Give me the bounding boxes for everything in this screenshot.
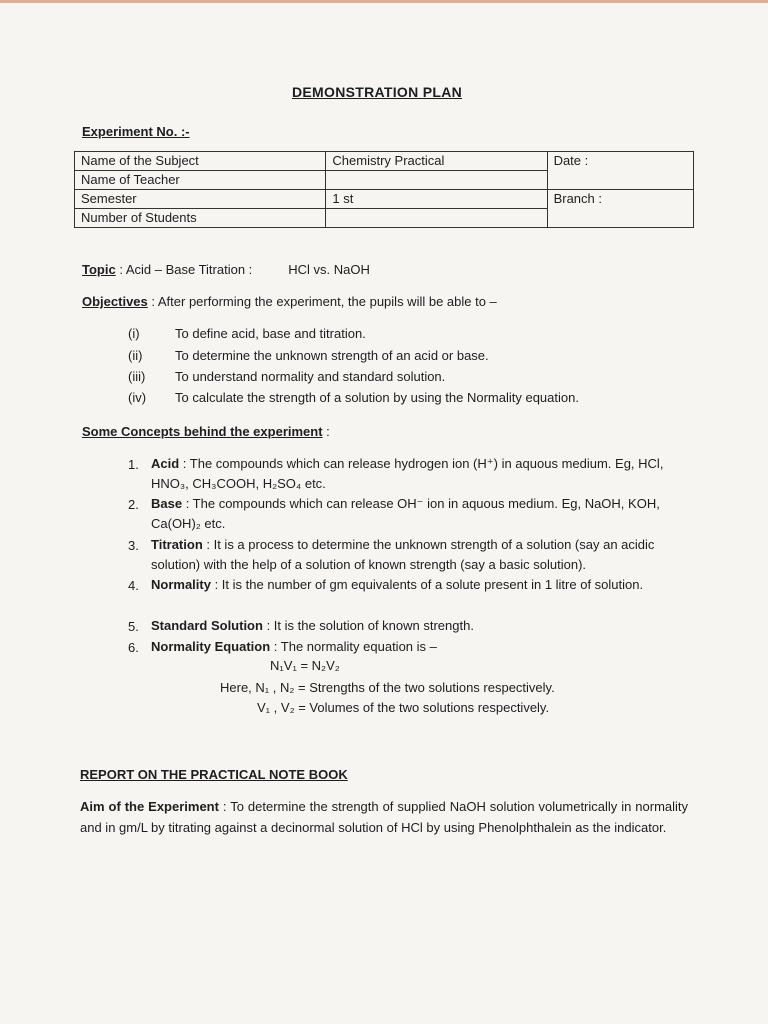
objective-item: To understand normality and standard solution. [175,369,446,384]
normality-equation: N₁V₁ = N₂V₂ [270,658,340,673]
students-label: Number of Students [75,209,326,228]
concept-item-standard-solution [151,616,671,636]
objective-item: To define acid, base and titration. [175,326,366,341]
concept-text: : It is the solution of known strength. [262,618,474,633]
topic-reaction: HCl vs. NaOH [288,262,370,277]
info-table [74,151,694,228]
experiment-number-label: Experiment No. :- [82,124,190,139]
concept-number: 3. [128,538,139,553]
topic-label: Topic [82,262,116,277]
concept-text: : It is the number of gm equivalents of a solute present in 1 litre of solution. [210,577,644,592]
objectives-line [82,294,497,309]
objective-number: (i) [128,326,140,341]
objective-item: To determine the unknown strength of an acid or base. [175,348,489,363]
topic-sep: : [115,262,126,277]
objectives-label: Objectives [82,294,148,309]
concept-term: Normality Equation [151,639,271,654]
objective-number: (iii) [128,369,146,384]
equation-here-line: Here, N₁ , N₂ = Strengths of the two solutions respectively. [220,680,555,695]
concept-item-titration [151,535,671,575]
objectives-intro: : After performing the experiment, the pupils will be able to – [147,294,497,309]
branch-label: Branch : [553,191,602,206]
concept-item-normality-equation [151,637,671,657]
branch-cell [547,190,693,228]
students-value [326,209,547,228]
concept-number: 4. [128,578,139,593]
teacher-value [326,171,547,190]
concept-text: : The normality equation is – [270,639,437,654]
table-row [75,190,694,209]
report-heading: REPORT ON THE PRACTICAL NOTE BOOK [80,767,348,782]
objective-item: To calculate the strength of a solution by using the Normality equation. [175,390,579,405]
aim-paragraph [80,796,688,838]
aim-text: : To determine the strength of supplied NaOH solution volumetrically in normality and in gm/L by titrating against a decinormal solution of HCl by using Phenolphthalein as the indicator. [80,799,689,835]
concept-number: 6. [128,640,139,655]
table-row [75,152,694,171]
concept-number: 2. [128,497,139,512]
concepts-heading: Some Concepts behind the experiment [82,424,323,439]
teacher-label: Name of Teacher [75,171,326,190]
concept-item-acid [151,454,671,494]
objective-number: (ii) [128,348,143,363]
concept-text: : The compounds which can release hydrogen ion (H⁺) in aquous medium. Eg, HCl, HNO₃, CH₃COOH, H₂SO₄ etc. [151,456,664,491]
concept-term: Normality [151,577,211,592]
concept-number: 1. [128,457,139,472]
equation-volumes-line: V₁ , V₂ = Volumes of the two solutions respectively. [257,700,550,715]
concept-term: Acid [151,456,180,471]
concept-item-normality [151,575,671,595]
concept-item-base [151,494,671,534]
subject-value: Chemistry Practical [326,152,547,171]
concept-term: Standard Solution [151,618,263,633]
semester-value: 1 st [326,190,547,209]
concept-text: : The compounds which can release OH⁻ ion in aquous medium. Eg, NaOH, KOH, Ca(OH)₂ etc. [151,496,660,531]
semester-label: Semester [75,190,326,209]
concept-text: : It is a process to determine the unknown strength of a solution (say an acidic solution) with the help of a solution of known strength (say a basic solution). [151,537,655,572]
concept-term: Base [151,496,183,511]
objective-number: (iv) [128,390,147,405]
concepts-heading-line [82,424,330,439]
date-label: Date : [553,153,589,168]
date-cell [547,152,693,190]
subject-label: Name of the Subject [75,152,326,171]
topic-text: Acid – Base Titration : [125,262,253,277]
aim-label: Aim of the Experiment [80,799,219,814]
document-title: DEMONSTRATION PLAN [292,84,463,100]
topic-line [82,262,370,277]
concept-number: 5. [128,619,139,634]
concepts-heading-suffix: : [322,424,330,439]
concept-term: Titration [151,537,203,552]
